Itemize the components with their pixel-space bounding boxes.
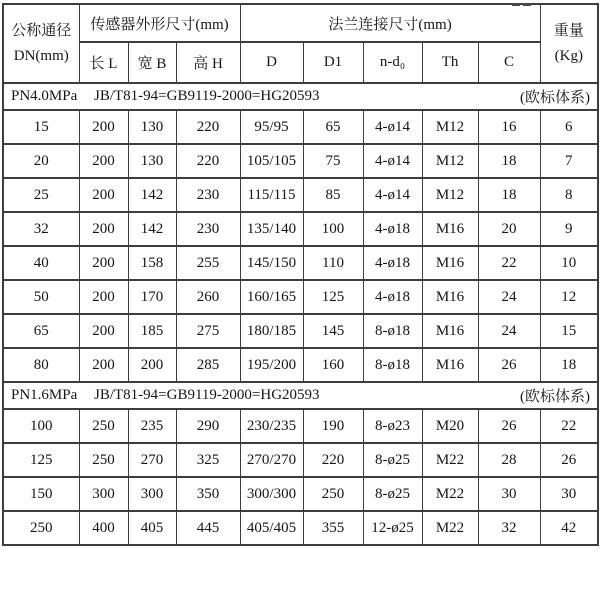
section-cell <box>3 83 598 110</box>
cell: 30 <box>478 477 540 511</box>
cell: 105/105 <box>240 144 303 178</box>
cell: 95/95 <box>240 110 303 144</box>
cell: 30 <box>540 477 598 511</box>
header-col-nd0: n-d₀ <box>363 42 422 83</box>
cell: 22 <box>540 409 598 443</box>
table-row <box>3 280 598 314</box>
cell: 12-ø25 <box>363 511 422 545</box>
standard-codes: JB/T81-94=GB9119-2000=HG20593 <box>94 88 320 104</box>
table-row <box>3 477 598 511</box>
cell: M22 <box>422 477 478 511</box>
cell: 150 <box>3 477 79 511</box>
cell: 4-ø18 <box>363 246 422 280</box>
header-col-d: D <box>240 42 303 83</box>
cell: M16 <box>422 212 478 246</box>
cell: 4-ø14 <box>363 178 422 212</box>
cell: 230 <box>176 212 240 246</box>
cell: 445 <box>176 511 240 545</box>
cell: 300 <box>79 477 128 511</box>
cell: 20 <box>3 144 79 178</box>
pressure-rating: PN1.6MPa <box>11 387 78 403</box>
section-cell <box>3 382 598 409</box>
table-row <box>3 348 598 382</box>
cell: 200 <box>79 110 128 144</box>
cell: 100 <box>303 212 363 246</box>
cell: 200 <box>79 178 128 212</box>
header-col-th: Th <box>422 42 478 83</box>
cell: 8-ø18 <box>363 348 422 382</box>
cell: 180/185 <box>240 314 303 348</box>
cell: 32 <box>3 212 79 246</box>
header-flange-group: 法兰连接尺寸(mm) <box>240 4 540 42</box>
cell: 200 <box>79 144 128 178</box>
cell: M22 <box>422 443 478 477</box>
table-row <box>3 409 598 443</box>
header-col-c: C <box>478 42 540 83</box>
cell: 22 <box>478 246 540 280</box>
cell: 405 <box>128 511 176 545</box>
standard-codes: JB/T81-94=GB9119-2000=HG20593 <box>94 387 320 403</box>
cell: 4-ø18 <box>363 212 422 246</box>
header-dn <box>3 4 79 83</box>
spec-table <box>2 3 599 546</box>
cell: 158 <box>128 246 176 280</box>
cell: 270/270 <box>240 443 303 477</box>
cell: M12 <box>422 110 478 144</box>
cell: 220 <box>303 443 363 477</box>
cell: 12 <box>540 280 598 314</box>
cell: 24 <box>478 314 540 348</box>
cell: 15 <box>540 314 598 348</box>
header-dn-line2: DN(mm) <box>13 47 69 64</box>
cell: 250 <box>3 511 79 545</box>
cell: 220 <box>176 144 240 178</box>
cell: 325 <box>176 443 240 477</box>
cell: 170 <box>128 280 176 314</box>
cell: 80 <box>3 348 79 382</box>
cell: 145/150 <box>240 246 303 280</box>
cell: 190 <box>303 409 363 443</box>
cell: M16 <box>422 348 478 382</box>
cell: 200 <box>79 212 128 246</box>
cell: 200 <box>79 314 128 348</box>
cell: 65 <box>3 314 79 348</box>
cell: 40 <box>3 246 79 280</box>
table-row <box>3 314 598 348</box>
cell: 300/300 <box>240 477 303 511</box>
cell: 405/405 <box>240 511 303 545</box>
cell: 250 <box>79 443 128 477</box>
header-weight-line2: (Kg) <box>554 47 583 64</box>
cell: 9 <box>540 212 598 246</box>
cell: 230 <box>176 178 240 212</box>
cropped-text-artifact <box>512 3 520 6</box>
cell: 18 <box>478 144 540 178</box>
cell: 300 <box>128 477 176 511</box>
cell: 195/200 <box>240 348 303 382</box>
header-sensor-group: 传感器外形尺寸(mm) <box>79 4 240 42</box>
cell: 160/165 <box>240 280 303 314</box>
cell: 355 <box>303 511 363 545</box>
cell: 110 <box>303 246 363 280</box>
section-row-pn16 <box>3 382 598 409</box>
cell: 25 <box>3 178 79 212</box>
cell: 50 <box>3 280 79 314</box>
table-row <box>3 511 598 545</box>
cell: 85 <box>303 178 363 212</box>
cell: 8-ø18 <box>363 314 422 348</box>
header-dn-line1: 公称通径 <box>11 22 72 39</box>
standard-note: (欧标体系) <box>520 389 591 405</box>
cell: 4-ø18 <box>363 280 422 314</box>
cell: 145 <box>303 314 363 348</box>
header-col-length: 长 L <box>79 42 128 83</box>
cell: 200 <box>128 348 176 382</box>
cell: 160 <box>303 348 363 382</box>
cell: 130 <box>128 110 176 144</box>
cell: 130 <box>128 144 176 178</box>
cell: 290 <box>176 409 240 443</box>
cell: 8-ø25 <box>363 443 422 477</box>
cell: 142 <box>128 178 176 212</box>
table-row <box>3 212 598 246</box>
table-row <box>3 144 598 178</box>
cell: 8-ø25 <box>363 477 422 511</box>
cell: M20 <box>422 409 478 443</box>
cell: 18 <box>478 178 540 212</box>
cell: 20 <box>478 212 540 246</box>
cell: 200 <box>79 246 128 280</box>
cell: 65 <box>303 110 363 144</box>
table-row <box>3 110 598 144</box>
cell: 270 <box>128 443 176 477</box>
cell: M16 <box>422 280 478 314</box>
cell: 125 <box>3 443 79 477</box>
cell: 142 <box>128 212 176 246</box>
cell: 115/115 <box>240 178 303 212</box>
cell: 255 <box>176 246 240 280</box>
cell: 10 <box>540 246 598 280</box>
cell: M12 <box>422 144 478 178</box>
table-row <box>3 246 598 280</box>
section-row-pn40 <box>3 83 598 110</box>
cell: 250 <box>79 409 128 443</box>
cell: 26 <box>478 348 540 382</box>
cell: 275 <box>176 314 240 348</box>
cell: M22 <box>422 511 478 545</box>
header-col-d1: D1 <box>303 42 363 83</box>
header-weight <box>540 4 598 83</box>
header-row-sub <box>3 42 598 83</box>
cell: 4-ø14 <box>363 144 422 178</box>
cell: 8 <box>540 178 598 212</box>
cell: 28 <box>478 443 540 477</box>
table-row <box>3 443 598 477</box>
cell: 185 <box>128 314 176 348</box>
cell: 220 <box>176 110 240 144</box>
cell: 42 <box>540 511 598 545</box>
cell: 24 <box>478 280 540 314</box>
cell: M12 <box>422 178 478 212</box>
cell: 7 <box>540 144 598 178</box>
cell: 250 <box>303 477 363 511</box>
cell: 75 <box>303 144 363 178</box>
cell: 16 <box>478 110 540 144</box>
header-col-height: 高 H <box>176 42 240 83</box>
cell: 125 <box>303 280 363 314</box>
cell: 350 <box>176 477 240 511</box>
cell: 8-ø23 <box>363 409 422 443</box>
cell: 235 <box>128 409 176 443</box>
cell: 32 <box>478 511 540 545</box>
cell: 260 <box>176 280 240 314</box>
cell: 200 <box>79 280 128 314</box>
cell: 18 <box>540 348 598 382</box>
header-row-groups <box>3 4 598 42</box>
cell: 26 <box>540 443 598 477</box>
cell: 230/235 <box>240 409 303 443</box>
pressure-rating: PN4.0MPa <box>11 88 78 104</box>
cell: 400 <box>79 511 128 545</box>
table-row <box>3 178 598 212</box>
cell: 26 <box>478 409 540 443</box>
header-col-width: 宽 B <box>128 42 176 83</box>
cell: M16 <box>422 314 478 348</box>
cell: 100 <box>3 409 79 443</box>
standard-note: (欧标体系) <box>520 90 591 106</box>
cell: 6 <box>540 110 598 144</box>
cell: M16 <box>422 246 478 280</box>
cell: 285 <box>176 348 240 382</box>
cell: 200 <box>79 348 128 382</box>
cell: 135/140 <box>240 212 303 246</box>
cell: 15 <box>3 110 79 144</box>
cell: 4-ø14 <box>363 110 422 144</box>
header-weight-line1: 重量 <box>553 22 584 39</box>
